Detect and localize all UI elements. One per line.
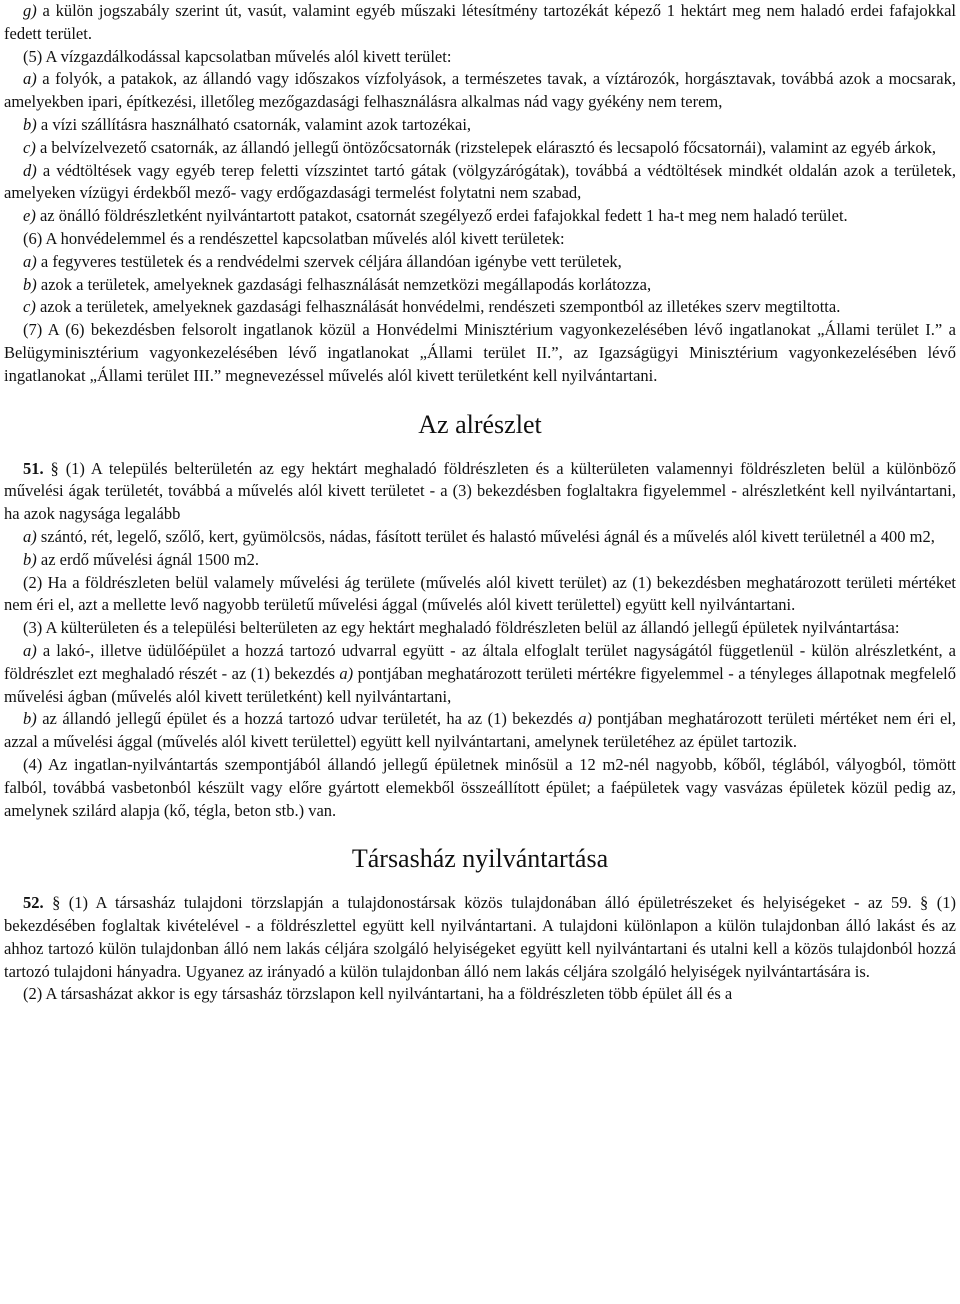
paragraph-p6c (4, 296, 956, 319)
paragraph-text: § (1) A társasház tulajdoni törzslapján a tulajdonostársak közös tulajdonában álló épületrészeket és helyiségeket - az 59. § (1) bekezdésében foglaltak kivételével - a földrészlettel együtt kell nyilvántartani. A tulajdoni különlapon a külön tulajdonban álló lakást és az ahhoz tartozó külön tulajdonban álló nem lakás céljára szolgáló helyiségeket együtt kell nyilvántartani és utalni kell a közös tulajdonból hozzá tartozó tulajdoni hányadra. Ugyanez az irányadó a külön tulajdonban álló nem lakás céljára szolgáló helyiségek nyilvántartására is. (4, 893, 956, 981)
item-marker: a) (23, 526, 37, 546)
paragraph-text: pontjában meghatározott területi mértéket nem éri el, azzal a művelési ággal (művelés alól kivett területtel) együtt kell nyilvántartani, amelynek területéhez az épület tartozik. (4, 709, 956, 752)
paragraph-text: (4) Az ingatlan-nyilvántartás szempontjából állandó jellegű épületnek minősül a 12 m2-nél nagyobb, kőből, téglából, vályogból, tömött falból, továbbá vasbetonból készült vagy előre gyártott elemekből összeállított épület; a faépületek vagy vasvázas épületek közül pedig az, amelynek szilárd alapja (kő, tégla, beton stb.) van. (4, 754, 956, 820)
paragraph-text: (2) A társasházat akkor is egy társasház törzslapon kell nyilvántartani, ha a földrészleten több épület áll és a (23, 984, 733, 1004)
paragraph-s51-3a (4, 640, 956, 708)
paragraph-text: a külön jogszabály szerint út, vasút, valamint egyéb műszaki létesítmény tartozékát képező 1 hektárt meg nem haladó erdei fafajokkal fedett terület. (4, 1, 956, 43)
item-marker: a) (23, 640, 37, 660)
item-marker: d) (23, 160, 37, 180)
paragraph-s51-1a (4, 526, 956, 549)
item-marker: g) (23, 1, 37, 20)
paragraph-p5b (4, 114, 956, 137)
paragraph-text: a fegyveres testületek és a rendvédelmi szervek céljára állandóan igénybe vett területek, (36, 251, 622, 271)
paragraph-text: (2) Ha a földrészleten belül valamely művelési ág területe (művelés alól kivett terület) az (1) bekezdésben meghatározott területi mértéket nem éri el, azt a mellette levő nagyobb területű művelési ággal (művelés alól kivett területtel) együtt kell nyilvántartani. (4, 572, 956, 615)
paragraph-p5a (4, 68, 956, 114)
paragraph-p5 (4, 46, 956, 69)
paragraph-text: az állandó jellegű épület és a hozzá tartozó udvar területét, ha az (1) bekezdés (36, 709, 579, 729)
section-number: 52. (23, 893, 44, 913)
item-marker: c) (23, 297, 36, 317)
paragraph-s51-2 (4, 572, 956, 618)
paragraph-text: a védtöltések vagy egyéb terep feletti vízszintet tartó gátak (völgyzárógátak), továbbá a védtöltések mindkét oldalán azok a területek, amelyeken vízügyi érdekből mező- vagy erdőgazdasági termelést folytatni nem szabad, (4, 160, 956, 203)
paragraph-text: azok a területek, amelyeknek gazdasági felhasználását nemzetközi megállapodás korlátozza, (36, 274, 652, 294)
paragraph-text: (3) A külterületen és a települési belterületen az egy hektárt meghaladó földrészleten belül az állandó jellegű épületek nyilvántartása: (23, 618, 900, 638)
paragraph-text: az önálló földrészletként nyilvántartott patakot, csatornát szegélyező erdei fafajokkal fedett 1 ha-t meg nem haladó terület. (35, 206, 848, 226)
section-heading-h-alreszlet: Az alrészlet (418, 409, 542, 439)
paragraph-text: § (1) A település belterületén az egy hektárt meghaladó földrészleten és a külterületen valamennyi földrészleten belül a különböző művelési ágak területét, továbbá a művelés alól kivett területet - a (3) bekezdésben foglaltakra figyelemmel - alrészletként kell nyilvántartani, ha azok nagysága legalább (4, 458, 956, 524)
item-marker: c) (23, 137, 36, 157)
paragraph-text: a folyók, a patakok, az állandó vagy időszakos vízfolyások, a természetes tavak, a víztározók, horgásztavak, továbbá azok a mocsarak, amelyekben ipari, építkezési, illetőleg mezőgazdasági felhasználásra alkalmas nád vagy gyékény nem terem, (4, 69, 956, 112)
section-number: 51. (23, 458, 44, 478)
paragraph-s52-2 (4, 983, 956, 1006)
paragraph-p5e (4, 205, 956, 228)
item-marker: b) (23, 549, 37, 569)
item-marker: b) (23, 274, 37, 294)
paragraph-text: azok a területek, amelyeknek gazdasági felhasználását honvédelmi, rendészeti szempontból az illetékes szerv megtiltotta. (35, 297, 841, 317)
paragraph-text: szántó, rét, legelő, szőlő, kert, gyümölcsös, nádas, fásított terület és halastó művelési ágnál és a művelés alól kivett területnél a 400 m2, (36, 526, 935, 546)
item-marker: b) (23, 114, 37, 134)
paragraph-s51-1b (4, 549, 956, 572)
paragraph-p5c (4, 137, 956, 160)
paragraph-text: a vízi szállításra használható csatornák, valamint azok tartozékai, (36, 114, 472, 134)
paragraph-p5d (4, 160, 956, 206)
paragraph-text: az erdő művelési ágnál 1500 m2. (36, 549, 259, 569)
paragraph-text: pontjában meghatározott területi mértékre figyelemmel - a tényleges állapotnak megfelelő művelési ágban (művelés alól kivett területként) kell nyilvántartani, (4, 663, 956, 706)
item-marker: a) (23, 69, 37, 89)
paragraph-s51-4 (4, 754, 956, 822)
section-heading-h-tarsashaz: Társasház nyilvántartása (351, 844, 609, 874)
item-marker: e) (23, 206, 36, 226)
paragraph-g-1 (4, 0, 956, 46)
item-marker: a) (339, 663, 354, 683)
paragraph-p6 (4, 228, 956, 251)
paragraph-p6b (4, 274, 956, 297)
paragraph-s51-3b (4, 708, 956, 754)
paragraph-p7 (4, 319, 956, 387)
paragraph-s52-1 (4, 892, 956, 983)
paragraph-text: a lakó-, illetve üdülőépület a hozzá tartozó udvarral együtt - az általa elfoglalt terület nagyságától függetlenül - külön alrészletként, a földrészlet ezt meghaladó részét - az (1) bekezdés (4, 640, 956, 683)
paragraph-p6a (4, 251, 956, 274)
item-marker: b) (23, 709, 37, 729)
paragraph-text: (7) A (6) bekezdésben felsorolt ingatlanok közül a Honvédelmi Minisztérium vagyonkezelésében lévő ingatlanokat „Állami terület I.” a Belügyminisztérium vagyonkezelésében lévő ingatlanokat „Állami terület II.”, az Igazságügyi Minisztérium vagyonkezelésében lévő ingatlanokat „Állami terület III.” megnevezéssel művelés alól kivett területként kell nyilvántartani. (4, 320, 956, 385)
paragraph-s51-1 (4, 458, 956, 526)
paragraph-s51-3 (4, 617, 956, 640)
paragraph-text: a belvízelvezető csatornák, az állandó jellegű öntözőcsatornák (rizstelepek elárasztó és lecsapoló főcsatornái), valamint az egyéb árkok, (35, 137, 937, 157)
item-marker: a) (23, 251, 37, 271)
item-marker: a) (578, 709, 592, 729)
paragraph-text: (5) A vízgazdálkodással kapcsolatban művelés alól kivett terület: (23, 46, 452, 66)
paragraph-text: (6) A honvédelemmel és a rendészettel kapcsolatban művelés alól kivett területek: (23, 228, 565, 248)
